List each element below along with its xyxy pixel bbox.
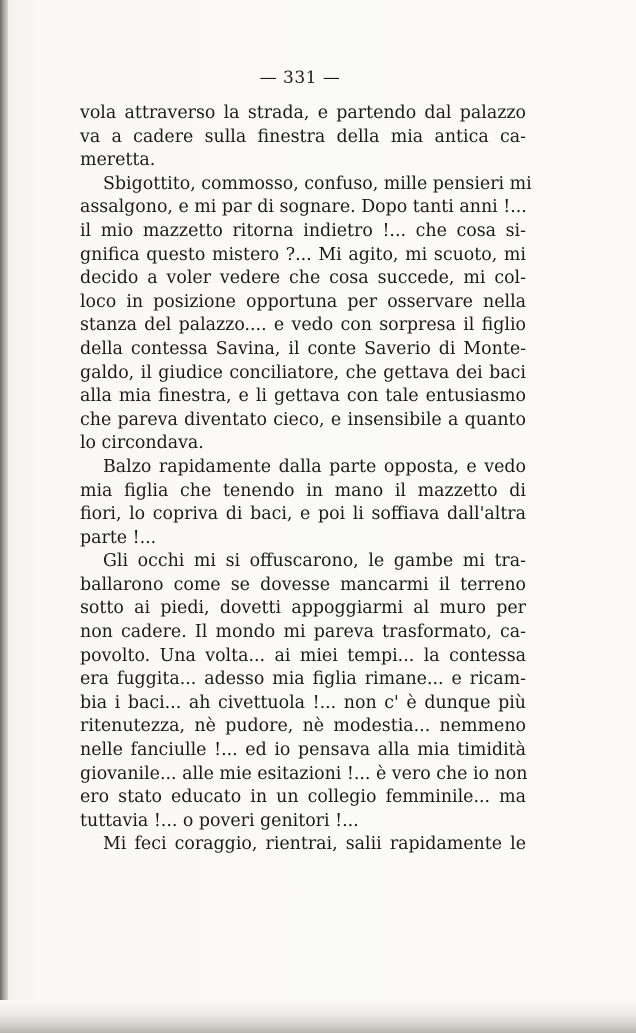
text-line: bia i baci... ah civettuola !... non c' è dunque più [80, 692, 526, 713]
text-line: povolto. Una volta... ai miei tempi... la contessa [80, 645, 526, 666]
text-line: non cadere. Il mondo mi pareva trasformato, ca- [80, 622, 526, 643]
text-line: meretta. [80, 150, 156, 171]
text-line: decido a voler vedere che cosa succede, mi col- [80, 268, 526, 289]
text-line: va a cadere sulla finestra della mia antica ca- [80, 126, 526, 147]
text-line: tuttavia !... o poveri genitori !... [80, 810, 359, 831]
text-line: era fuggita... adesso mia figlia rimane... e ricam- [80, 669, 526, 690]
text-line: che pareva diventato cieco, e insensibile a quanto [80, 409, 526, 430]
text-line: mia figlia che tenendo in mano il mazzetto di [80, 480, 526, 501]
text-line: ritenutezza, nè pudore, nè modestia... nemmeno [80, 716, 526, 737]
text-line: alla mia finestra, e li gettava con tale entusiasmo [80, 386, 526, 407]
text-line: sotto ai piedi, dovetti appoggiarmi al muro per [80, 598, 526, 619]
text-line: vola attraverso la strada, e partendo dal palazzo [80, 103, 526, 123]
page-gutter [0, 0, 8, 1033]
text-line: galdo, il giudice conciliatore, che gettava dei baci [80, 362, 526, 383]
text-line: loco in posizione opportuna per osservare nella [80, 291, 526, 312]
text-line: assalgono, e mi par di sognare. Dopo tanti anni !... [80, 197, 527, 218]
text-line: Sbigottito, commosso, confuso, mille pensieri mi [103, 173, 532, 194]
text-line: nelle fanciulle !... ed io pensava alla mia timidità [80, 740, 526, 761]
text-line: Balzo rapidamente dalla parte opposta, e vedo [103, 456, 526, 477]
text-line: fiori, lo copriva di baci, e poi li soffiava dall'altra [80, 504, 526, 525]
page-number: — 331 — [259, 68, 341, 88]
text-line: lo circondava. [80, 433, 204, 454]
text-line: giovanile... alle mie esitazioni !... è vero che io non [80, 763, 528, 784]
body-text [80, 102, 532, 857]
text-line: stanza del palazzo.... e vedo con sorpresa il figlio [80, 315, 526, 336]
text-line: parte !... [80, 527, 157, 548]
page-bottom-edge [0, 1000, 636, 1033]
text-line: ero stato educato in un collegio femminile... ma [80, 787, 526, 808]
text-line: Mi feci coraggio, rientrai, salii rapidamente le [103, 834, 526, 855]
text-line: il mio mazzetto ritorna indietro !... che cosa si- [80, 220, 526, 241]
text-line: della contessa Savina, il conte Saverio di Monte- [80, 338, 526, 359]
text-line: Gli occhi mi si offuscarono, le gambe mi tra- [103, 551, 526, 572]
text-line: gnifica questo mistero ?... Mi agito, mi scuoto, mi [80, 244, 526, 265]
text-line: ballarono come se dovesse mancarmi il terreno [80, 574, 526, 595]
